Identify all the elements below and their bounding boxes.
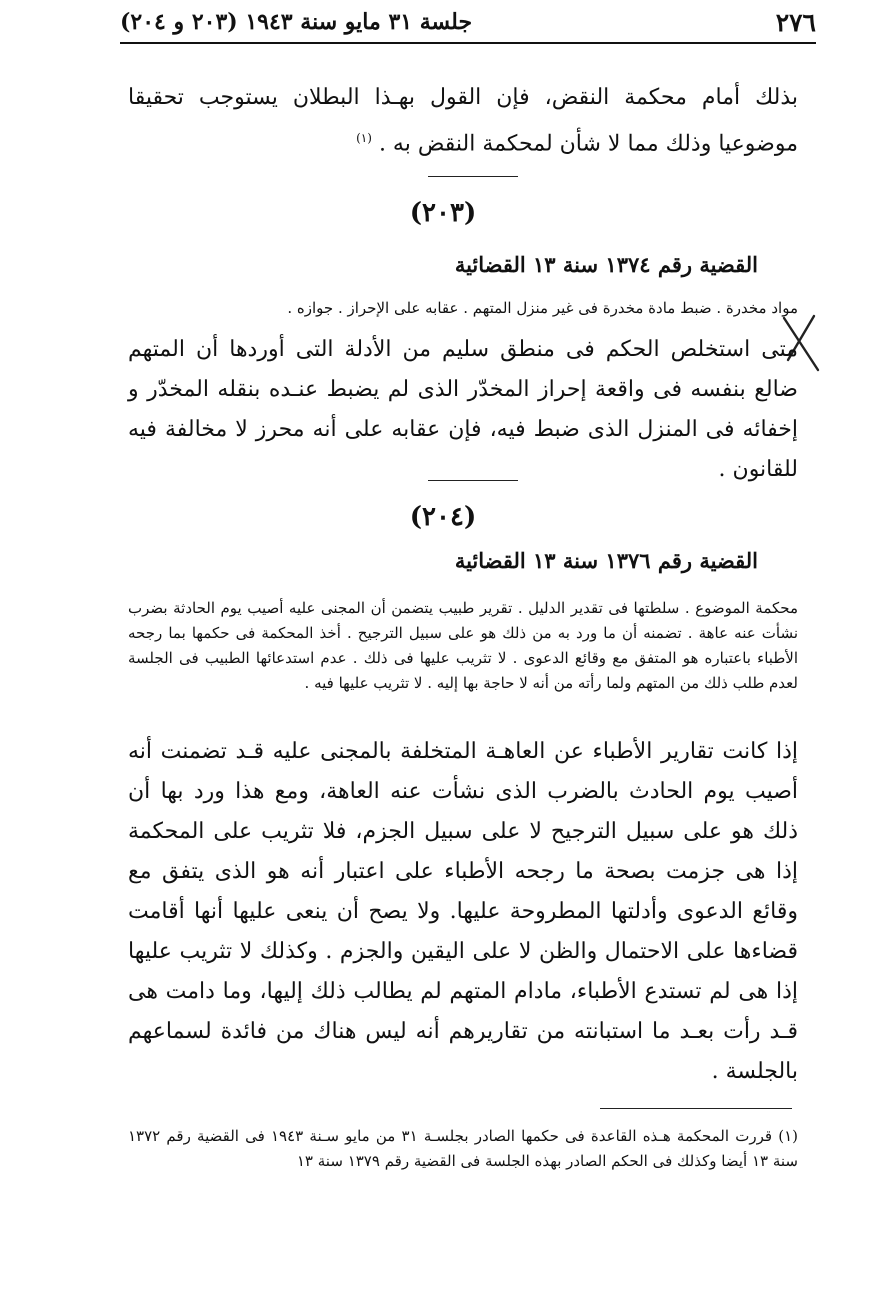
case-204-number: (٢٠٤): [409, 502, 477, 532]
case-204-keywords: محكمة الموضوع . سلطتها فى تقدير الدليل . تقرير طبيب يتضمن أن المجنى عليه أصيب يوم الحادثة بضرب نشأت عنه عاهة . تضمنه أن ما ورد به من ذلك هو على سبيل الترجيح . أخذ المحكمة فى حكمها بما رجحه الأطباء باعتباره هو المتفق مع وقائع الدعوى . لا تثريب عليها فى ذلك . عدم استدعائها الطبيب فى الجلسة لعدم طلب ذلك من المتهم ولما رأته من أنه لا حاجة بها إليه . لا تثريب عليها فيه .: [128, 599, 798, 692]
case-203-ruling: متى استخلص الحكم فى منطق سليم من الأدلة التى أوردها أن المتهم ضالع بنفسه فى واقعة إحراز المخدّر الذى لم يضبط عنـده بنقله المخدّر و إخفائه فى المنزل الذى ضبط فيه، فإن عقابه على أنه محرز لا مخالفة فيه للقانون .: [128, 337, 798, 482]
footnote-reference: (١): [356, 131, 372, 145]
footnote: (١) قررت المحكمة هـذه القاعدة فى حكمها الصادر بجلسـة ٣١ من مايو سـنة ١٩٤٣ فى القضية رقم ١٣٧٢ سنة ١٣ أيضا وكذلك فى الحكم الصادر بهذه الجلسة فى القضية رقم ١٣٧٩ سنة ١٣: [128, 1127, 798, 1170]
opening-text: بذلك أمام محكمة النقض، فإن القول بهـذا البطلان يستوجب تحقيقا موضوعيا وذلك مما لا شأن لمحكمة النقض به .: [128, 85, 798, 157]
running-head: جلسة ٣١ مايو سنة ١٩٤٣ (٢٠٣ و ٢٠٤): [120, 9, 473, 35]
header-rule: [120, 42, 816, 44]
section-divider: [428, 176, 518, 177]
case-203-keywords: مواد مخدرة . ضبط مادة مخدرة فى غير منزل المتهم . عقابه على الإحراز . جوازه .: [287, 299, 798, 317]
case-203-title: القضية رقم ١٣٧٤ سنة ١٣ القضائية: [454, 252, 758, 277]
case-204-title: القضية رقم ١٣٧٦ سنة ١٣ القضائية: [454, 548, 758, 573]
case-204-ruling: إذا كانت تقارير الأطباء عن العاهـة المتخلفة بالمجنى عليه قـد تضمنت أنه أصيب يوم الحادث بالضرب الذى نشأت عنه العاهة، ومع هذا ورد بها أن ذلك هو على سبيل الترجيح لا على سبيل الجزم، فلا تثريب على المحكمة إذا هى جزمت بصحة ما رجحه الأطباء على اعتبار أنه هو الذى يتفق مع وقائع الدعوى وأدلتها المطروحة عليها. ولا يصح أن ينعى عليها أنها أقامت قضاءها على الاحتمال والظن لا على اليقين والجزم . وكذلك لا تثريب عليها إذا هى لم تستدع الأطباء، مادام المتهم لم يطالب ذلك إليها، وما دامت هى قـد رأت بعـد ما استبانته من تقاريرهم أنه ليس هناك من فائدة لسماعهم بالجلسة .: [128, 739, 798, 1084]
opening-paragraph: [128, 78, 798, 164]
case-203-number: (٢٠٣): [409, 198, 477, 228]
page-number: ٢٧٦: [775, 7, 816, 37]
section-divider: [428, 480, 518, 481]
footnote-rule: [600, 1108, 792, 1109]
page-header: [120, 6, 816, 38]
